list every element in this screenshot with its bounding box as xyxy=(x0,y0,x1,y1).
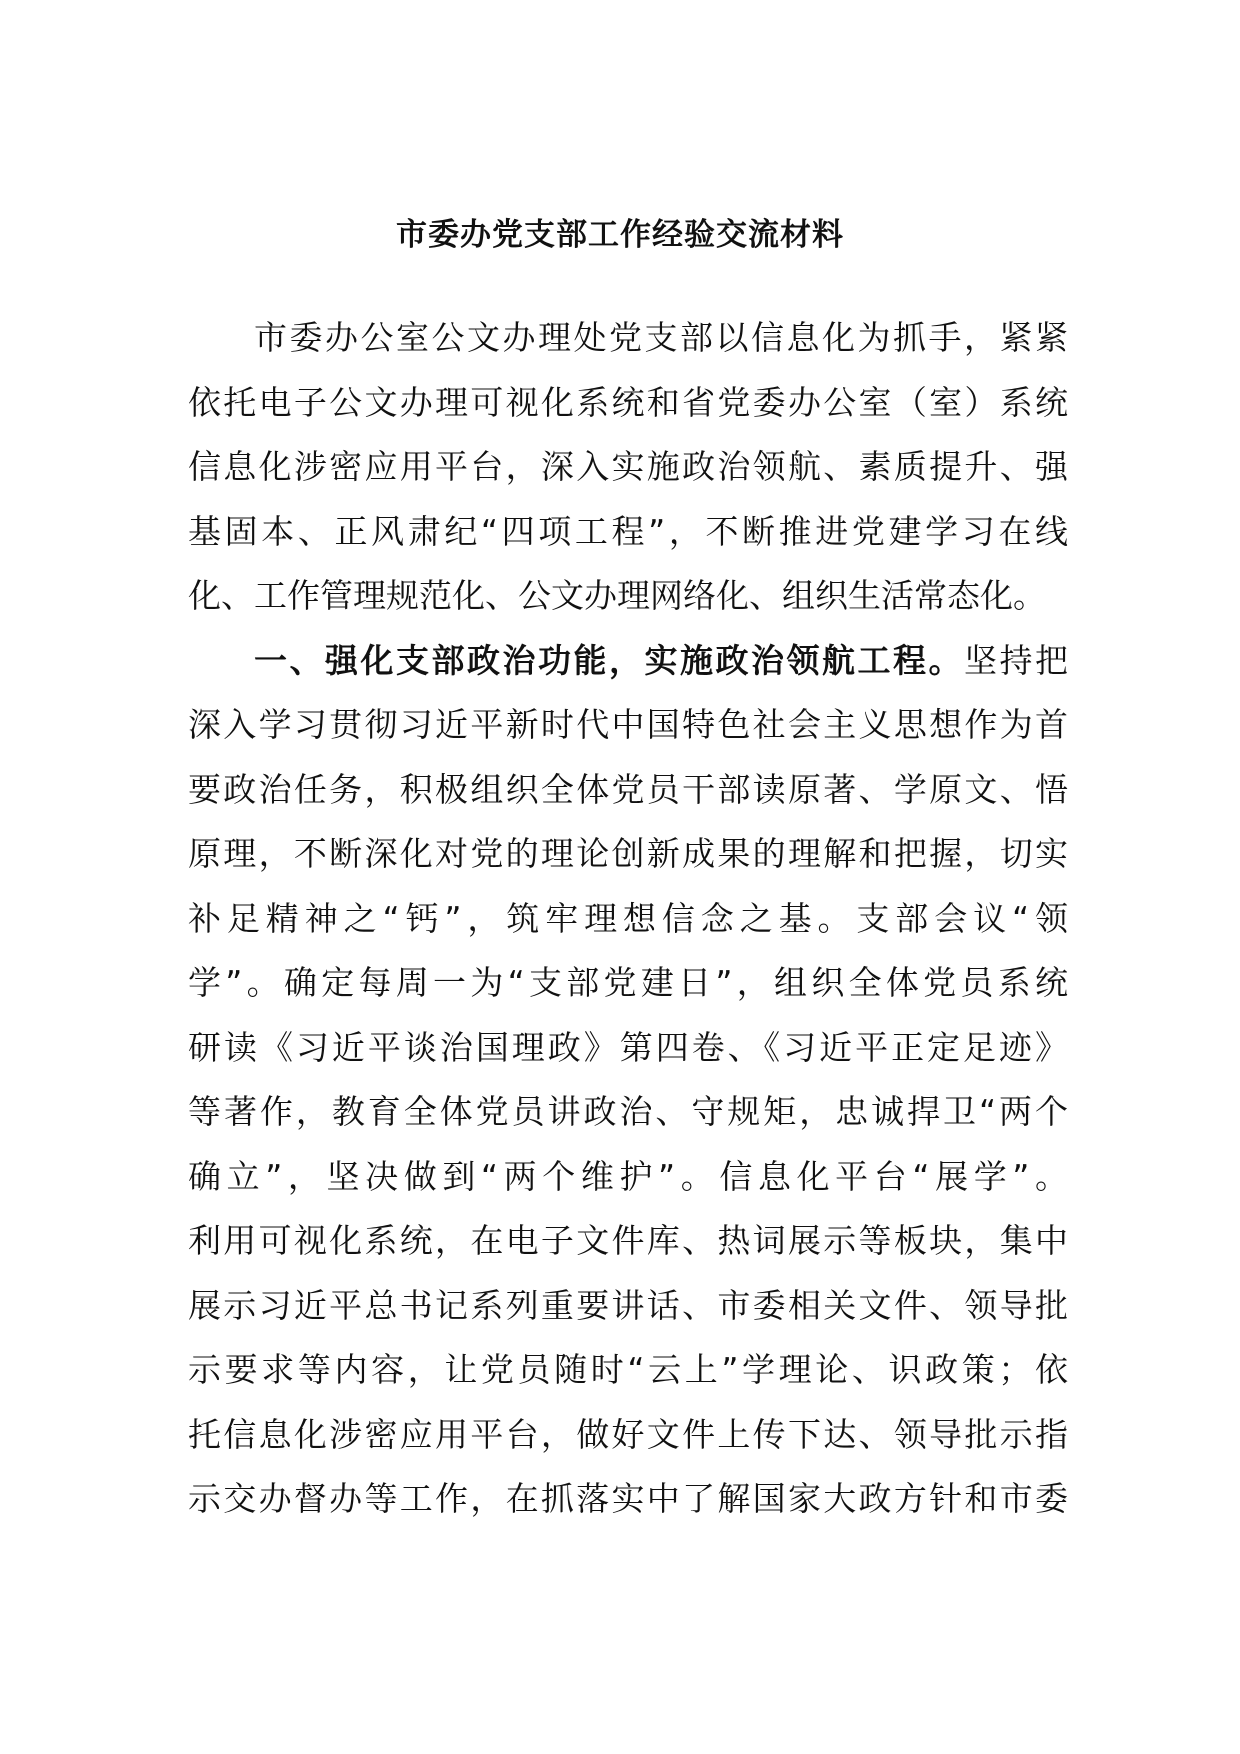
text-line: 依托电子公文办理可视化系统和省党委办公室（室）系统 xyxy=(188,382,1068,422)
section-first-line xyxy=(188,629,1068,694)
text-line: 示要求等内容，让党员随时“云上”学理论、识政策；依 xyxy=(188,1350,1068,1389)
text-line: 基固本、正风肃纪“四项工程”，不断推进党建学习在线 xyxy=(188,511,1068,551)
text-line: 原理，不断深化对党的理论创新成果的理解和把握，切实 xyxy=(188,834,1068,873)
document-title: 市委办党支部工作经验交流材料 xyxy=(396,217,844,253)
text-line: 展示习近平总书记系列重要讲话、市委相关文件、领导批 xyxy=(188,1285,1068,1325)
text-line: 确立”，坚决做到“两个维护”。信息化平台“展学”。 xyxy=(188,1156,1068,1196)
text-line: 托信息化涉密应用平台，做好文件上传下达、领导批示指 xyxy=(188,1414,1068,1454)
document-body xyxy=(188,306,1068,1532)
text-line: 等著作，教育全体党员讲政治、守规矩，忠诚捍卫“两个 xyxy=(188,1092,1068,1131)
section-heading: 一、强化支部政治功能，实施政治领航工程。 xyxy=(254,640,964,680)
section-lead-text: 坚持把 xyxy=(964,640,1068,680)
text-line: 深入学习贯彻习近平新时代中国特色社会主义思想作为首 xyxy=(188,705,1068,744)
text-line: 要政治任务，积极组织全体党员干部读原著、学原文、悟 xyxy=(188,769,1068,809)
text-line: 市委办公室公文办理处党支部以信息化为抓手，紧紧 xyxy=(254,318,1068,357)
text-line: 信息化涉密应用平台，深入实施政治领航、素质提升、强 xyxy=(188,447,1068,486)
paragraph-intro xyxy=(188,306,1068,629)
text-line: 学”。确定每周一为“支部党建日”，组织全体党员系统 xyxy=(188,963,1068,1002)
text-line: 利用可视化系统，在电子文件库、热词展示等板块，集中 xyxy=(188,1221,1068,1260)
text-line: 研读《习近平谈治国理政》第四卷、《习近平正定足迹》 xyxy=(188,1027,1068,1067)
text-line: 化、工作管理规范化、公文办理网络化、组织生活常态化。 xyxy=(188,576,1046,615)
text-line: 示交办督办等工作，在抓落实中了解国家大政方针和市委 xyxy=(188,1479,1068,1518)
text-line: 补足精神之“钙”，筑牢理想信念之基。支部会议“领 xyxy=(188,898,1068,938)
paragraph-section-one xyxy=(188,629,1068,1532)
